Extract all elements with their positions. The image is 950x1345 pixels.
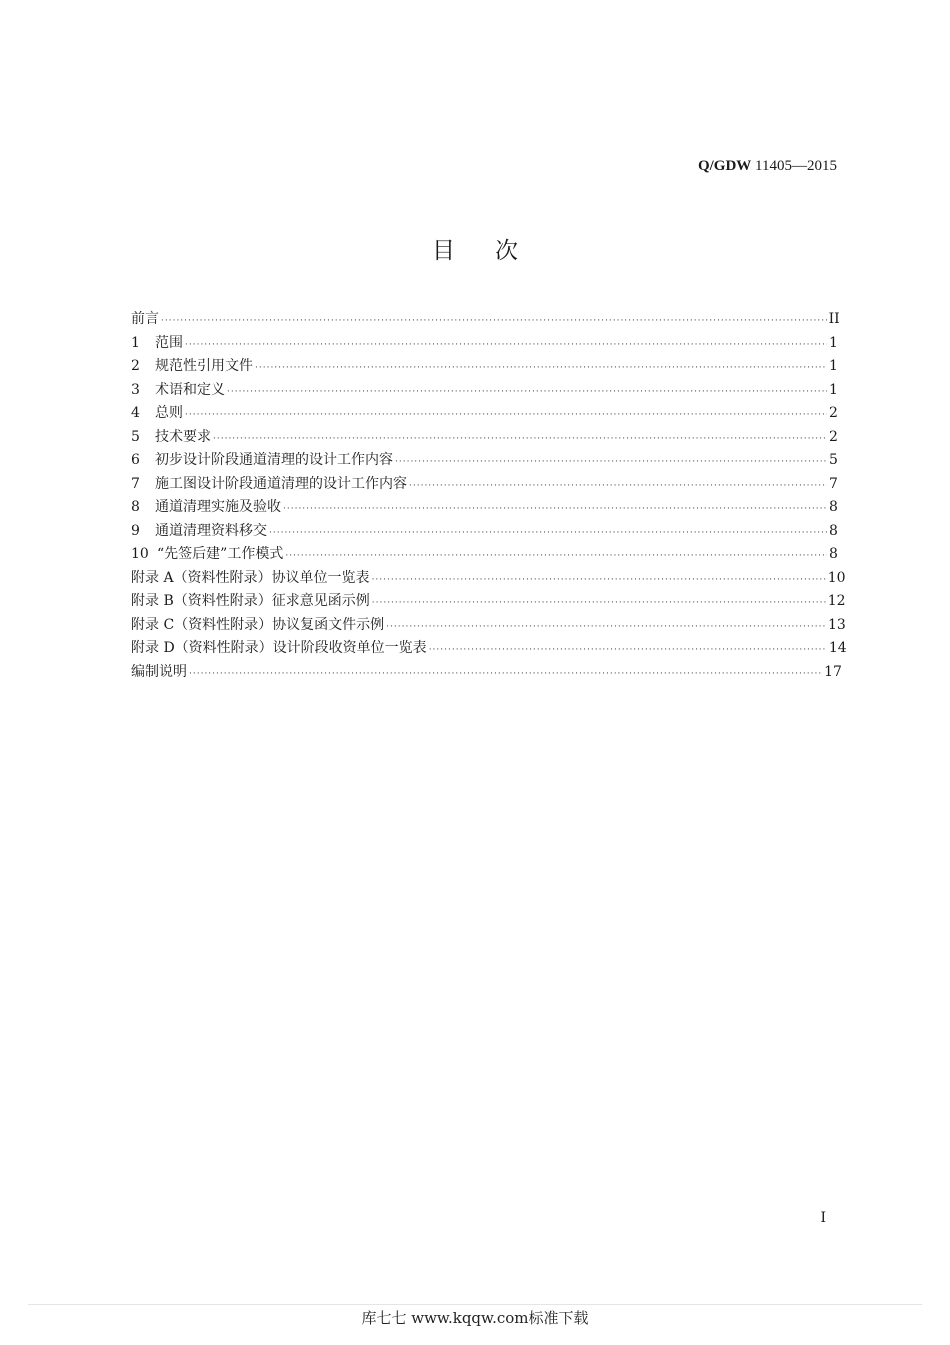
toc-entry-text: 施工图设计阶段通道清理的设计工作内容 <box>155 475 407 492</box>
toc-dot-leader <box>227 381 827 405</box>
toc-entry-text: 设计阶段收资单位一览表 <box>272 640 427 656</box>
toc-annex-tag: 附录 B（资料性附录） <box>131 593 272 609</box>
toc-entry-page: 1 <box>829 334 838 351</box>
toc-entry-6[interactable] <box>131 449 837 473</box>
table-of-contents <box>131 308 847 684</box>
toc-entry-page: 8 <box>829 499 838 515</box>
toc-entry-text: 通道清理实施及验收 <box>155 499 281 515</box>
toc-entry-number: 7 <box>131 475 140 492</box>
toc-entry-text: 征求意见函示例 <box>271 593 370 609</box>
toc-entry-page: 2 <box>829 405 838 421</box>
toc-entry-number: 1 <box>131 334 140 351</box>
toc-entry-text: 初步设计阶段通道清理的设计工作内容 <box>155 452 393 468</box>
toc-entry-page: 8 <box>829 546 838 562</box>
toc-dot-leader <box>372 569 826 593</box>
toc-entry-page: 5 <box>829 452 838 468</box>
toc-dot-leader <box>283 498 827 522</box>
toc-dot-leader <box>213 428 827 452</box>
toc-entry-3[interactable] <box>131 379 837 403</box>
toc-entry-annex-d[interactable] <box>131 637 847 661</box>
toc-annex-tag: 附录 D（资料性附录） <box>131 640 273 656</box>
toc-dot-leader <box>429 639 827 663</box>
toc-entry-page: 1 <box>829 358 838 374</box>
toc-entry-page: 7 <box>829 475 838 492</box>
toc-entry-foreword[interactable] <box>131 308 840 332</box>
toc-dot-leader <box>185 404 827 428</box>
page-number: I <box>820 1210 826 1226</box>
toc-entry-number: 10 <box>131 546 149 562</box>
toc-entry-explanation[interactable] <box>131 661 842 685</box>
toc-entry-7[interactable] <box>131 473 837 497</box>
toc-entry-1[interactable] <box>131 332 837 356</box>
toc-entry-text: 协议复函文件示例 <box>272 616 385 633</box>
toc-entry-8[interactable] <box>131 496 837 520</box>
toc-dot-leader <box>285 545 827 569</box>
toc-entry-text: 总则 <box>155 405 183 421</box>
toc-entry-annex-a[interactable] <box>131 567 846 591</box>
toc-entry-text: “先签后建”工作模式 <box>157 546 284 562</box>
toc-entry-10[interactable] <box>131 543 837 567</box>
toc-entry-number: 5 <box>131 428 140 445</box>
toc-dot-leader <box>386 616 826 640</box>
toc-entry-number: 9 <box>131 522 140 539</box>
toc-dot-leader <box>269 522 827 546</box>
toc-entry-page: 8 <box>829 522 838 539</box>
toc-entry-2[interactable] <box>131 355 837 379</box>
toc-entry-4[interactable] <box>131 402 837 426</box>
toc-entry-text: 前言 <box>131 311 159 327</box>
toc-entry-page: II <box>828 311 840 327</box>
document-code <box>698 158 837 175</box>
toc-dot-leader <box>255 357 827 381</box>
toc-dot-leader <box>185 334 827 358</box>
toc-title <box>0 232 950 265</box>
toc-annex-tag: 附录 C（资料性附录） <box>131 616 273 633</box>
toc-entry-text: 范围 <box>155 334 183 351</box>
document-code-number: 11405—2015 <box>755 158 837 174</box>
toc-entry-number: 2 <box>131 358 140 374</box>
toc-entry-page: 17 <box>824 663 842 680</box>
toc-entry-page: 12 <box>827 593 846 609</box>
toc-dot-leader <box>395 451 827 475</box>
toc-entry-text: 协议单位一览表 <box>271 569 370 586</box>
toc-annex-tag: 附录 A（资料性附录） <box>131 569 272 586</box>
toc-entry-annex-c[interactable] <box>131 614 846 638</box>
toc-dot-leader <box>409 475 827 499</box>
toc-title-part2: 次 <box>495 238 518 264</box>
toc-entry-text: 编制说明 <box>131 663 187 680</box>
toc-entry-page: 10 <box>827 569 846 586</box>
toc-entry-text: 术语和定义 <box>155 381 225 398</box>
toc-dot-leader <box>372 592 826 616</box>
toc-entry-annex-b[interactable] <box>131 590 846 614</box>
toc-entry-number: 6 <box>131 452 140 468</box>
toc-entry-text: 规范性引用文件 <box>155 358 253 374</box>
toc-title-part1: 目 <box>432 238 455 264</box>
toc-entry-number: 4 <box>131 405 140 421</box>
toc-entry-text: 通道清理资料移交 <box>155 522 267 539</box>
toc-dot-leader <box>189 663 822 687</box>
toc-dot-leader <box>161 310 827 334</box>
toc-entry-text: 技术要求 <box>155 428 211 445</box>
toc-entry-9[interactable] <box>131 520 837 544</box>
toc-entry-page: 2 <box>829 428 838 445</box>
toc-entry-5[interactable] <box>131 426 837 450</box>
toc-entry-page: 13 <box>828 616 846 633</box>
footer-watermark-text: 库七七 www.kqqw.com标准下载 <box>361 1309 589 1327</box>
toc-entry-number: 3 <box>131 381 140 398</box>
document-code-prefix: Q/GDW <box>697 158 752 174</box>
toc-entry-page: 1 <box>829 381 838 398</box>
toc-entry-page: 14 <box>828 640 847 656</box>
toc-entry-number: 8 <box>131 499 140 515</box>
footer-divider <box>28 1304 922 1305</box>
